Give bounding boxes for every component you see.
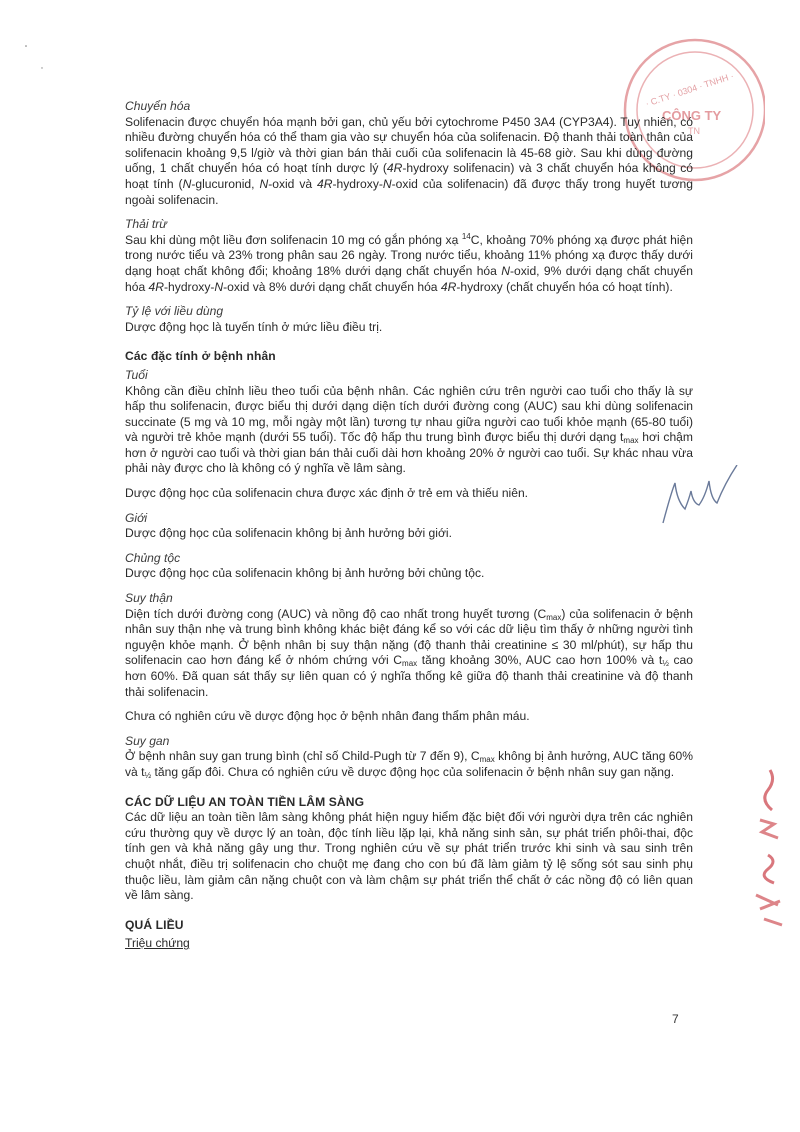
elimination-paragraph: Sau khi dùng một liều đơn solifenacin 10 mg có gắn phóng xạ $^{14}$C, khoảng 70% phóng xạ được phát hiện trong nước tiểu và 23% trong phân sau 26 ngày. Trong nước tiểu, khoảng 11% phóng xạ được thấy dưới dạng hoạt chất không đổi; khoảng 18% dưới dạng chất chuyển hóa N-oxid, 9% dưới dạng chất chuyển hóa 4R-hydroxy-N-oxid và 8% dưới dạng chất chuyển hóa 4R-hydroxy (chất chuyển hóa có hoạt tính).	[125, 231, 693, 294]
section-metabolism-title: Chuyển hóa	[125, 99, 191, 113]
svg-text:· C.TY · 0304 · TNHH ·: · C.TY · 0304 · TNHH ·	[644, 70, 735, 109]
section-hepatic-title: Suy gan	[125, 733, 170, 748]
symptoms-subheading: Triệu chứng	[125, 936, 190, 951]
age-paragraph: Không cần điều chỉnh liều theo tuổi của bệnh nhân. Các nghiên cứu trên người cao tuổi cho thấy là sự hấp thu solifenacin, được biểu thị dưới dạng diện tích dưới đường cong (AUC) sau khi dùng solifenacin succinate (5 mg và 10 mg, mỗi ngày một lần) tương tự nhau giữa người cao tuổi khỏe mạnh (65-80 tuổi) và người trẻ khỏe mạnh (dưới 55 tuổi). Tốc độ hấp thu trung bình được biểu thị dưới dạng $t_{max}$ hơi chậm hơn ở người cao tuổi và thời gian bán thải cuối dài hơn khoảng 20% ở người cao tuổi. Sự khác nhau vừa phải này được cho là không có ý nghĩa về lâm sàng.	[125, 383, 693, 476]
section-renal-title: Suy thận	[125, 591, 173, 606]
section-race-title: Chủng tộc	[125, 550, 181, 565]
age-children-paragraph: Dược động học của solifenacin chưa được xác định ở trẻ em và thiếu niên.	[125, 486, 529, 501]
section-age-title: Tuổi	[125, 367, 148, 382]
scan-specks	[20, 40, 60, 80]
patient-characteristics-heading: Các đặc tính ở bệnh nhân	[125, 349, 276, 364]
stamp-text: CÔNG TY	[662, 108, 722, 123]
section-gender-title: Giới	[125, 510, 148, 525]
race-paragraph: Dược động học của solifenacin không bị ảnh hưởng bởi chủng tộc.	[125, 566, 485, 581]
preclinical-heading: CÁC DỮ LIỆU AN TOÀN TIỀN LÂM SÀNG	[125, 794, 365, 809]
renal-dialysis-paragraph: Chưa có nghiên cứu về dược động học ở bệnh nhân đang thẩm phân máu.	[125, 709, 530, 724]
main-content	[125, 99, 693, 952]
section-dose-proportionality-title: Tỷ lệ với liều dùng	[125, 304, 224, 319]
svg-text:TN: TN	[688, 126, 700, 136]
gender-paragraph: Dược động học của solifenacin không bị ảnh hưởng bởi giới.	[125, 526, 452, 541]
dose-proportionality-paragraph: Dược động học là tuyến tính ở mức liều điều trị.	[125, 319, 383, 334]
overdose-heading: QUÁ LIỀU	[125, 917, 184, 932]
page-number: 7	[672, 1012, 679, 1026]
side-stamp	[748, 760, 788, 940]
metabolism-paragraph: Solifenacin được chuyển hóa mạnh bởi gan, chủ yếu bởi cytochrome P450 3A4 (CYP3A4). Tuy nhiên, có nhiều đường chuyển hóa có thể tham gia vào sự chuyển hóa của solifenacin. Độ thanh thải toàn thân của solifenacin khoảng 9,5 l/giờ và thời gian bán thải cuối của solifenacin là 45-68 giờ. Sau khi dùng đường uống, 1 chất chuyển hóa có hoạt tính dược lý (4R-hydroxy solifenacin) và 3 chất chuyển hóa không có hoạt tính (N-glucuronid, N-oxid và 4R-hydroxy-N-oxid của solifenacin) đã được thấy trong huyết tương ngoài solifenacin.	[125, 114, 693, 207]
hepatic-paragraph: Ở bệnh nhân suy gan trung bình (chỉ số Child-Pugh từ 7 đến 9), $C_{max}$ không bị ảnh hưởng, AUC tăng 60% và $t_{\frac{1}{2}}$ tăng gấp đôi. Chưa có nghiên cứu về dược động học của solifenacin ở bệnh nhân suy gan nặng.	[125, 749, 693, 780]
renal-paragraph: Diện tích dưới đường cong (AUC) và nồng độ cao nhất trong huyết tương $(C_{max})$ của solifenacin ở bệnh nhân suy thận nhẹ và trung bình không khác biệt đáng kể so với các dữ liệu tìm thấy ở những người tình nguyện khỏe mạnh. Ở bệnh nhân bị suy thận nặng (độ thanh thải creatinine ≤ 30 ml/phút), sự hấp thu solifenacin cao hơn đáng kể ở nhóm chứng với $C_{max}$ tăng khoảng 30%, AUC cao hơn 100% và $t_{\frac{1}{2}}$ cao hơn 60%. Đã quan sát thấy sự liên quan có ý nghĩa thống kê giữa độ thanh thải creatinine và độ thanh thải solifenacin.	[125, 606, 694, 699]
preclinical-paragraph: Các dữ liệu an toàn tiền lâm sàng không phát hiện nguy hiểm đặc biệt đối với người dựa trên các nghiên cứu thường quy về dược lý an toàn, độc tính liều lặp lại, khả năng sinh sản, sự phát triển phôi-thai, độc tính gen và khả năng gây ung thư. Trong nghiên cứu về sự phát triển trước khi sinh và sau sinh trên chuột nhắt, điều trị solifenacin cho chuột mẹ đang cho con bú đã làm giảm tỷ lệ sống sót sau sinh phụ thuộc liều, làm giảm cân nặng chuột con và làm chậm sự phát triển thể chất ở các nồng độ có liên quan về lâm sàng.	[125, 810, 693, 903]
section-elimination-title: Thải trừ	[125, 217, 167, 232]
